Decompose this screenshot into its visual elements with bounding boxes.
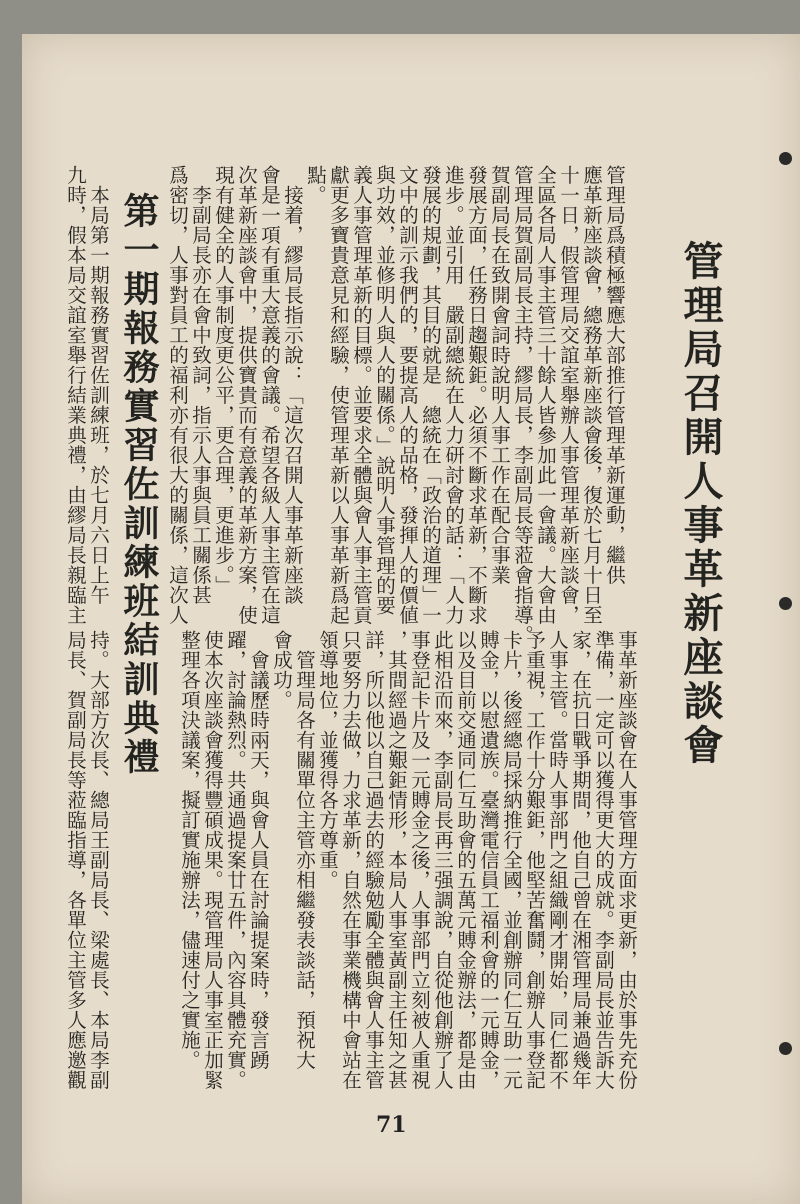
article2-upper-text: 本局第一期報務實習佐訓練班，於七月六日上午 九時，假本局交誼室舉行結業典禮，由繆局長親臨主 [64, 165, 110, 625]
article1-lower-text: 事革新座談會在人事管理方面求更新，由於事先充份 準備，一定可以獲得更大的成就。李副局長並告訴大 家，在抗日戰爭期間，他自己曾在湘管理局兼過幾年 人事主管。當時人事部門之組織剛才開始，同仁都不 予重視，工作十分艱鉅，他堅苦奮鬪，創辦人事登記 卡片，後經總局採納推行全國，並創辦同仁互助一元 賻金，以慰遺族。臺灣電信員工福利會的一元賻金， 以及目前交通同仁互助會的五萬元賻金辦法，都是由 此相沿而來，李副局長再三强調說，自從他創辦了人 事登記卡片及一元賻金之後，人事部門立刻被人重視 ，其間經過之艱鉅情形，本局人事室黃副主任知之甚 詳，所以他以自己過去的經驗勉勵全體與會人事主管 只要努力去做，力求革新，自然在事業機構中會站在 領導地位，並獲得各方尊重。 管理局各有關單位主管亦相繼發表談話，預祝大 會成功。 會議歷時兩天，與會人員在討論提案時，發言踴 躍，討論熱烈。共通過提案廿五件，內容具體充實。 使本次座談會獲得豐碩成果。現管理局人事室正加緊 整理各項決議案，擬訂實施辦法，儘速付之實施。 [178, 630, 638, 1090]
article2-lower-text: 持。大部方次長、總局王副局長、梁處長、本局李副 局長、賀副局長等蒞臨指導，各單位主管多人應邀觀 [64, 630, 110, 1090]
article1-title: 管理局召開人事革新座談會 [677, 240, 724, 768]
binding-hole [779, 597, 792, 610]
binding-hole [779, 152, 792, 165]
page-number: 71 [376, 1112, 407, 1138]
binding-hole [779, 1042, 792, 1055]
article2-title: 第一期報務實習佐訓練班結訓典禮 [118, 192, 160, 777]
article1-upper-text: 管理局爲積極響應大部推行管理革新運動，繼供 應革新座談會，總務革新座談會後，復於七月十日至 十一日，假管理局交誼室舉辦人事管理革新座談會， 全區各局人事主管三十餘人皆參加此一會議。大會由 管理局賀副局長主持，繆局長，李副局長等蒞會指導。 賀副局長在致開會詞時說明人事工作在配合事業 發展方面，任務日趨艱鉅。必須不斷求革新，不斷求 進步。並引用 嚴副總統在人力研討會的話：「人力 發展的規劃，其目的就是 總統在「政治的道理」一 文中的訓示我們的，要提高人的品格，發揮人的價値 與功效，並修明人與人的關係。」說明人事管理的要 義人事管理革新的目標。並要求全體與會人事主管貢 獻更多寶貴意見和經驗，使管理革新以人事革新爲起 點。 接着，繆局長指示說：「這次召開人事革新座談 會是一項有重大意義的會議。希望各級人事主管在這 次革新座談會中，提供寶貴而有意義的革新方案，使 現有健全的人事制度更公平，更合理，更進步。」 李副局長亦在會中致詞，指示人事與員工關係甚 爲密切，人事對員工的福利亦有很大的關係，這次人 [166, 165, 626, 645]
